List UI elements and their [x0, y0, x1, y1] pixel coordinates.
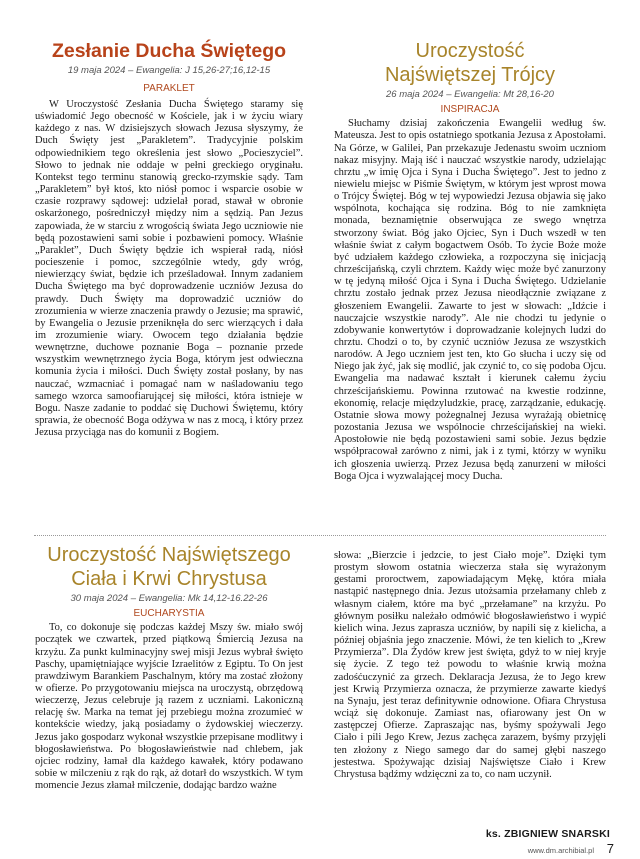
article-bozego-ciala-header — [35, 544, 303, 792]
section-heading: PARAKLET — [143, 83, 195, 94]
article-body-left — [35, 622, 303, 792]
paragraph: To, co dokonuje się podczas każdej Mszy św. miało swój początek we czwartek, przed piątkową Śmiercią Jezusa na krzyżu. Za punkt kulminacyjny swej misji Jezus wybrał święto Paschy, upamiętniające wyjście Izraelitów z Egiptu. To On jest prawdziwym Barankiem Paschalnym, który ma zostać złożony w ofierze. Po przygotowaniu miejsca na uroczystą, obrzędową wieczerzę, Jezus celebruje ją razem z uczniami. Lakoniczną relację św. Marka na temat jej przebiegu można zrozumieć w kontekście wiedzy, jaką posiadamy o żydowskiej wieczerzy. Jezus jako gospodarz wykonał wszystkie przepisane modlitwy i błogosławieństwa. Po błogosławieństwie nad chlebem, jak ojciec rodziny, łamał dla każdego kawałek, który podawano sobie w milczeniu z rąk do rąk, aż dotarł do wszystkich. W tym momencie Jezus złamał milczenie, dodając bardzo ważne — [35, 622, 303, 792]
article-body — [334, 118, 606, 483]
article-title-line2: Najświętszej Trójcy — [384, 63, 556, 86]
section-heading: EUCHARYSTIA — [133, 608, 205, 620]
article-title: Zesłanie Ducha Świętego — [51, 40, 287, 62]
article-body-right — [334, 550, 606, 781]
page-number: 7 — [606, 841, 614, 856]
article-trojca — [334, 40, 606, 483]
section-heading: INSPIRACJA — [440, 104, 500, 116]
article-meta: 19 maja 2024 – Ewangelia: J 15,26-27;16,12-15 — [67, 65, 271, 76]
paragraph: Słuchamy dzisiaj zakończenia Ewangelii według św. Mateusza. Jest to opis ostatniego spotkania Jezusa z Apostołami. Na Górze, w Galilei, Pan przekazuje Jedenastu swoim uczniom nakaz misyjny. Mają iść i nauczać wszystkie narody, udzielając chrztu „w imię Ojca i Syna i Ducha Świętego”. Jest to jedno z niewielu miejsc w Piśmie Świętym, w którym jest wprost mowa o Trójcy Świętej. Bóg w tej wypowiedzi Jezusa objawia się jako wspólnota, kochająca się rodzina. Bóg to nie zamknięta monada, beznamiętnie obserwująca ze swego wnętrza stworzony świat. Bóg jako Ojciec, Syn i Duch wszedł w ten właśnie świat z całym bogactwem Osób. To życie Boże może być udziałem każdego człowieka, a rozpoczyna się inicjacją chrześcijańską, czyli chrztem. Każdy więc może być zanurzony w tę jedyną miłość Ojca i Syna i Ducha Świętego. Udzielanie chrztu zostało jednak przez Jezusa nieodłącznie związane z głoszeniem Ewangelii. Zawarte to jest w słowach: „Idźcie i nauczajcie wszystkie narody”. Ale nie chodzi tu jedynie o zdobywanie konwertytów i doprowadzanie kolejnych ludzi do chrztu. Chodzi o to, by czynić uczniów Jezusa ze wszystkich narodów. A Jego uczniem jest ten, kto Go słucha i uczy się od Niego jak żyć, jak się modlić, jak czynić to, co się podoba Ojcu. Ewangelia ma nadawać kształt i kierunek całemu życiu chrześcijańskiemu. Powinna rzutować na kwestie rodzinne, ekonomię, relacje międzyludzkie, pracę, zarządzanie, edukację. Ostatnie słowa mowy pożegnalnej Jezusa wyrażają obietnicę pozostania Jezusa we wspólnocie chrześcijańskiej na wieki. Apostołowie nie będą pozostawieni sami sobie. Jezus będzie współpracował zarówno z nimi, jak i z tymi, którzy w wyniku ich głoszenia uwierzą. Przez Jezusa będą zanurzeni w miłości Boga Ojca i wyzwalającej mocy Ducha. — [334, 118, 606, 482]
paragraph: W Uroczystość Zesłania Ducha Świętego staramy się uświadomić Jego obecność w Kościele, jak i w życiu wiary każdego z nas. W dzisiejszych słowach Jezusa słyszymy, że Duch Święty jest „Parakletem”. Tradycyjnie polskim odpowiednikiem tego określenia jest słowo „Pocieszyciel”. Słowo to jednak nie oddaje w pełni greckiego oryginału. Kontekst tego terminu stanowią grecko-rzymskie sądy. Tam „Parakletem” był ktoś, kto niósł pomoc i wsparcie osobie w czasie rozprawy sądowej: udzielał porad, stawał w obronie oskarżonego, pośredniczył między nim a sędzią. Pan Jezus zapowiada, że w starciu z wrogością świata Jego uczniowie nie będą pozostawieni sami sobie i pozbawieni pomocy. Właśnie „Paraklet”, Duch Święty będzie ich wspierał radą, niósł pocieszenie i pomoc, szczególnie wtedy, gdy wróg, niewierzący świat, będzie ich prześladował. Innym zadaniem Ducha Świętego ma być doprowadzenie uczniów Jezusa do prawdy. Duch Święty ma doprowadzić uczniów do zrozumienia w wierze znaczenia prawdy o Jezusie; ma sprawić, by Ewangelia o Jezusie przeniknęła do serc wierzących i dała im zrozumienie wiary. Owocem tego działania będzie wewnętrzne, duchowe poznanie Boga – poznanie przede wszystkim wewnętrznego życia Boga, którym jest odwieczna komunia życia i miłości. Duch Święty został posłany, by nas nauczać, wzmacniać i pomagać nam w naśladowaniu tego samego wzorca samoofiarującej się miłości, która istnieje w Bogu. Nasze zadanie to poddać się Duchowi Świętemu, który sprawia, że obecność Boga odżywa w nas z mocą, i który przez Jezusa przyciąga nas do komunii z Bogiem. — [35, 99, 303, 439]
article-meta: 26 maja 2024 – Ewangelia: Mt 28,16-20 — [386, 89, 554, 101]
article-title-line1: Uroczystość Najświętszego — [47, 544, 291, 566]
article-zeslanie — [35, 40, 303, 439]
article-meta: 30 maja 2024 – Ewangelia: Mk 14,12-16.22-26 — [70, 593, 268, 605]
article-title-line2: Ciała i Krwi Chrystusa — [71, 567, 267, 590]
website-url: www.dm.archibial.pl — [527, 846, 594, 855]
article-bozego-ciala-continued — [334, 550, 606, 781]
article-body — [35, 99, 303, 439]
author-signature: ks. ZBIGNIEW SNARSKI — [485, 828, 610, 840]
section-divider — [34, 535, 606, 536]
article-title-line1: Uroczystość — [415, 40, 525, 62]
paragraph: słowa: „Bierzcie i jedzcie, to jest Ciało moje”. Dzięki tym prostym słowom ostatnia wieczerza stała się wyrażonym gestami proroctwem, zapowiadającym Mękę, która miała nastąpić następnego dnia. Jezus utożsamia przełamany chleb z własnym ciałem, które ma być „przełamane” na krzyżu. Po głównym posiłku należało odmówić błogosławieństwo i wypić kielich wina. Jezus zaprasza uczniów, by napili się z kielicha, a później objaśnia jego znaczenie. Mówi, że ten kielich to „Krew Przymierza”. Dla Żydów krew jest święta, gdyż to w niej kryje się życie. Z tego też powodu to właśnie krwią można zadośćuczynić za grzech. Deklaracja Jezusa, że to Jego krew jest Krwią Przymierza oznacza, że przymierze zawarte kiedyś na Synaju, jest teraz definitywnie odnowione. Ofiara Chrystusa wciąż się dokonuje. Zamiast nas, ofiarowany jest On w zastępczej Ofierze. Zapraszając nas, byśmy spożywali Jego Ciało i pili Jego Krew, Jezus zachęca zarazem, byśmy przyjęli ten złożony z Niego samego dar do samej głębi naszego jestestwa. Spożywając dzisiaj Najświętsze Ciało i Krew Chrystusa bądźmy wdzięczni za to, co nam uczynił. — [334, 550, 606, 780]
